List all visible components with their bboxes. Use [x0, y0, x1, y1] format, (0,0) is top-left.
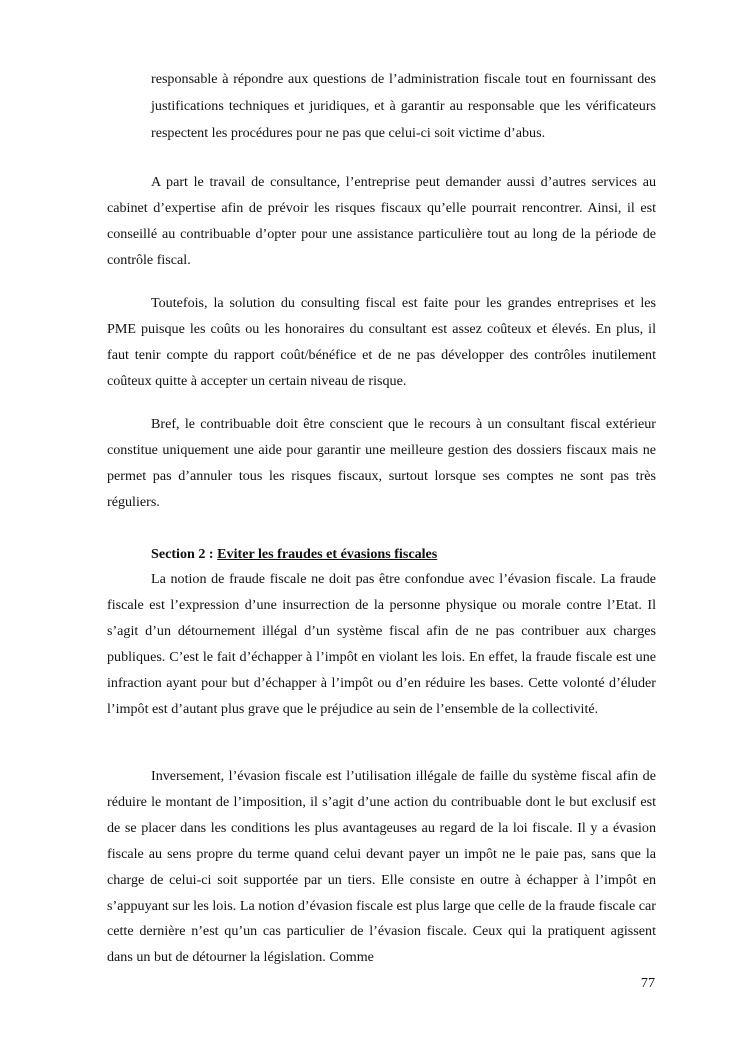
section-heading [151, 542, 437, 566]
section-title: Eviter les fraudes et évasions fiscales [217, 546, 438, 562]
paragraph-fraude-fiscale: La notion de fraude fiscale ne doit pas être confondue avec l’évasion fiscale. La fraude fiscale est l’expression d’une insurrection de la personne physique ou morale contre l’Etat. Il s’agit d’un détournement illégal d’un système fiscal afin de ne pas contribuer aux charges publiques. C’est le fait d’échapper à l’impôt en violant les lois. En effet, la fraude fiscale est une infraction ayant pour but d’échapper à l’impôt ou d’en réduire les bases. Cette volonté d’éluder l’impôt est d’autant plus grave que le préjudice au sein de l’ensemble de la collectivité. [107, 571, 656, 717]
paragraph-toutefois: Toutefois, la solution du consulting fiscal est faite pour les grandes entreprises et les PME puisque les coûts ou les honoraires du consultant est assez coûteux et élevés. En plus, il faut tenir compte du rapport coût/bénéfice et de ne pas développer des contrôles inutilement coûteux quitte à accepter un certain niveau de risque. [107, 295, 656, 389]
page-number: 77 [640, 975, 655, 991]
paragraph-evasion-fiscale: Inversement, l’évasion fiscale est l’utilisation illégale de faille du système fiscal afin de réduire le montant de l’imposition, il s’agit d’une action du contribuable dont le but exclusif est de se placer dans les conditions les plus avantageuses au regard de la loi fiscale. Il y a évasion fiscale au sens propre du terme quand celui devant payer un impôt ne le paie pas, sans que la charge de celui-ci soit supportée par un tiers. Elle consiste en outre à échapper à l’impôt en s’appuyant sur les lois. La notion d’évasion fiscale est plus large que celle de la fraude fiscale car cette dernière n’est qu’un cas particulier de l’évasion fiscale. Ceux qui la pratiquent agissent dans un but de détourner la législation. Comme [107, 768, 656, 966]
paragraph-consultance: A part le travail de consultance, l’entreprise peut demander aussi d’autres services au cabinet d’expertise afin de prévoir les risques fiscaux qu’elle pourrait rencontrer. Ainsi, il est conseillé au contribuable d’opter pour une assistance particulière tout au long de la période de contrôle fiscal. [107, 174, 656, 268]
paragraph-intro: responsable à répondre aux questions de l’administration fiscale tout en fournissant des justifications techniques et juridiques, et à garantir au responsable que les vérificateurs respectent les procédures pour ne pas que celui-ci soit victime d’abus. [151, 71, 656, 141]
section-label: Section 2 : [151, 546, 218, 562]
paragraph-bref: Bref, le contribuable doit être conscient que le recours à un consultant fiscal extérieur constitue uniquement une aide pour garantir une meilleure gestion des dossiers fiscaux mais ne permet pas d’annuler tous les risques fiscaux, surtout lorsque ses comptes ne sont pas très réguliers. [107, 416, 656, 510]
